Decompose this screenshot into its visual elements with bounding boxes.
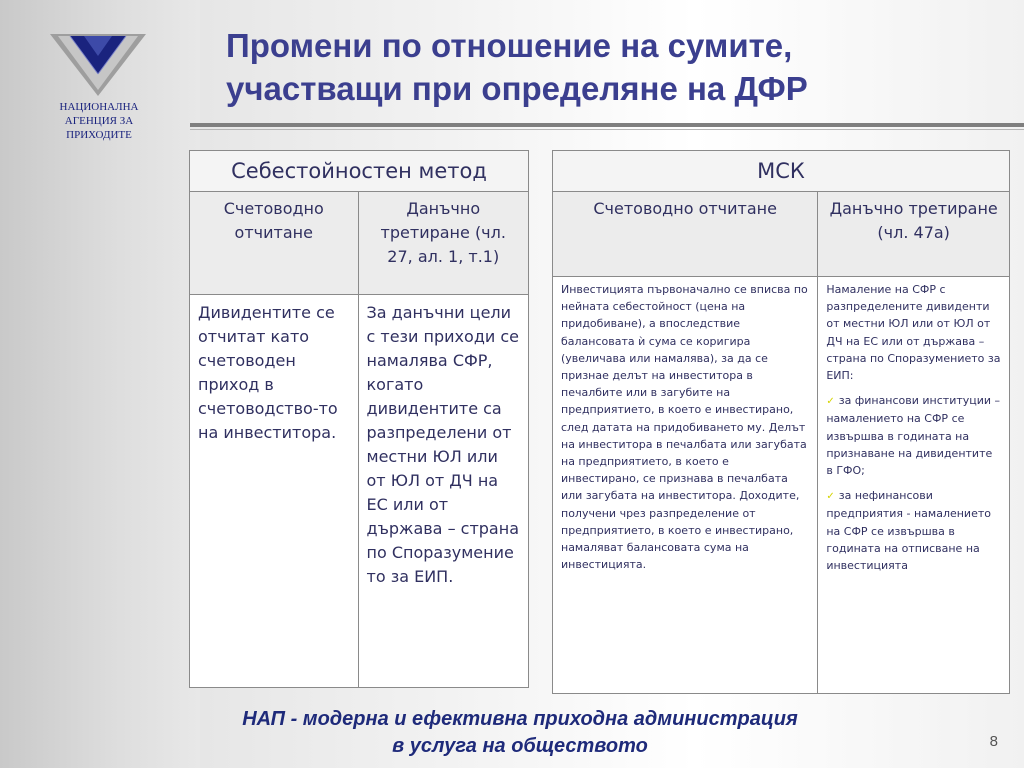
bullet-financial-institutions bbox=[826, 392, 1001, 479]
cost-method-tax-body: За данъчни цели с тези приходи се намалява СФР, когато дивидентите са разпределени от местни ЮЛ или от ЮЛ от ДЧ на ЕС или от държава – страна по Споразумение то за ЕИП. bbox=[358, 295, 529, 688]
cost-method-header: Себестойностен метод bbox=[190, 151, 529, 192]
bullet-text: за нефинансови предприятия - намалението на СФР се извършва в годината на отписване на инвестицията bbox=[826, 489, 991, 573]
equity-method-tax-body bbox=[818, 277, 1010, 694]
cost-method-table bbox=[189, 150, 529, 688]
nap-logo-icon bbox=[48, 30, 148, 98]
footer-line1: НАП - модерна и ефективна приходна администрация bbox=[242, 708, 798, 730]
check-bullet-icon: ✓ bbox=[826, 396, 835, 408]
cost-method-tax-header: Данъчно третиране (чл. 27, ал. 1, т.1) bbox=[358, 192, 529, 295]
footer-line2: в услуга на обществото bbox=[392, 735, 648, 757]
equity-method-accounting-body: Инвестицията първоначално се вписва по нейната себестойност (цена на придобиване), а впоследствие балансовата ѝ сума се коригира (увеличава или намалява), за да се признае делът на инвеститора в печалбите или в загубите на предприятието, в което е инвестирано, след датата на придобиването му. Делът на инвеститора в печалбата или загубата на предприятието, в което е инвестирано, се признава в печалбата или загубата на инвеститора. Доходите, получени чрез разпределение от предприятието, в което е инвестирано, намаляват балансовата сума на инвестицията. bbox=[553, 277, 818, 694]
slide-title bbox=[226, 24, 1006, 110]
cost-method-accounting-header: Счетоводно отчитане bbox=[190, 192, 359, 295]
equity-method-header: МСК bbox=[553, 151, 1010, 192]
equity-method-table bbox=[552, 150, 1010, 694]
check-bullet-icon: ✓ bbox=[826, 491, 835, 503]
equity-method-tax-intro: Намаление на СФР с разпределените дивиденти от местни ЮЛ или от ЮЛ от ДЧ на ЕС или от държава – страна по Споразумението за ЕИП: bbox=[826, 283, 1001, 383]
bullet-non-financial-enterprises bbox=[826, 487, 1001, 574]
slide-title-line2: участващи при определяне на ДФР bbox=[226, 70, 808, 107]
equity-method-tax-header: Данъчно третиране (чл. 47а) bbox=[818, 192, 1010, 277]
title-divider-thin bbox=[190, 129, 1024, 130]
equity-method-accounting-header: Счетоводно отчитане bbox=[553, 192, 818, 277]
slide-footer bbox=[0, 706, 1024, 760]
page-number: 8 bbox=[989, 733, 998, 750]
title-divider bbox=[190, 123, 1024, 127]
bullet-text: за финансови институции – намалението на СФР се извършва в годината на признаване на дивидентите в ГФО; bbox=[826, 394, 1001, 478]
cost-method-accounting-body: Дивидентите се отчитат като счетоводен приход в счетоводство-то на инвеститора. bbox=[190, 295, 359, 688]
slide-title-line1: Промени по отношение на сумите, bbox=[226, 27, 793, 64]
agency-name: НАЦИОНАЛНА АГЕНЦИЯ ЗА ПРИХОДИТЕ bbox=[59, 101, 139, 141]
